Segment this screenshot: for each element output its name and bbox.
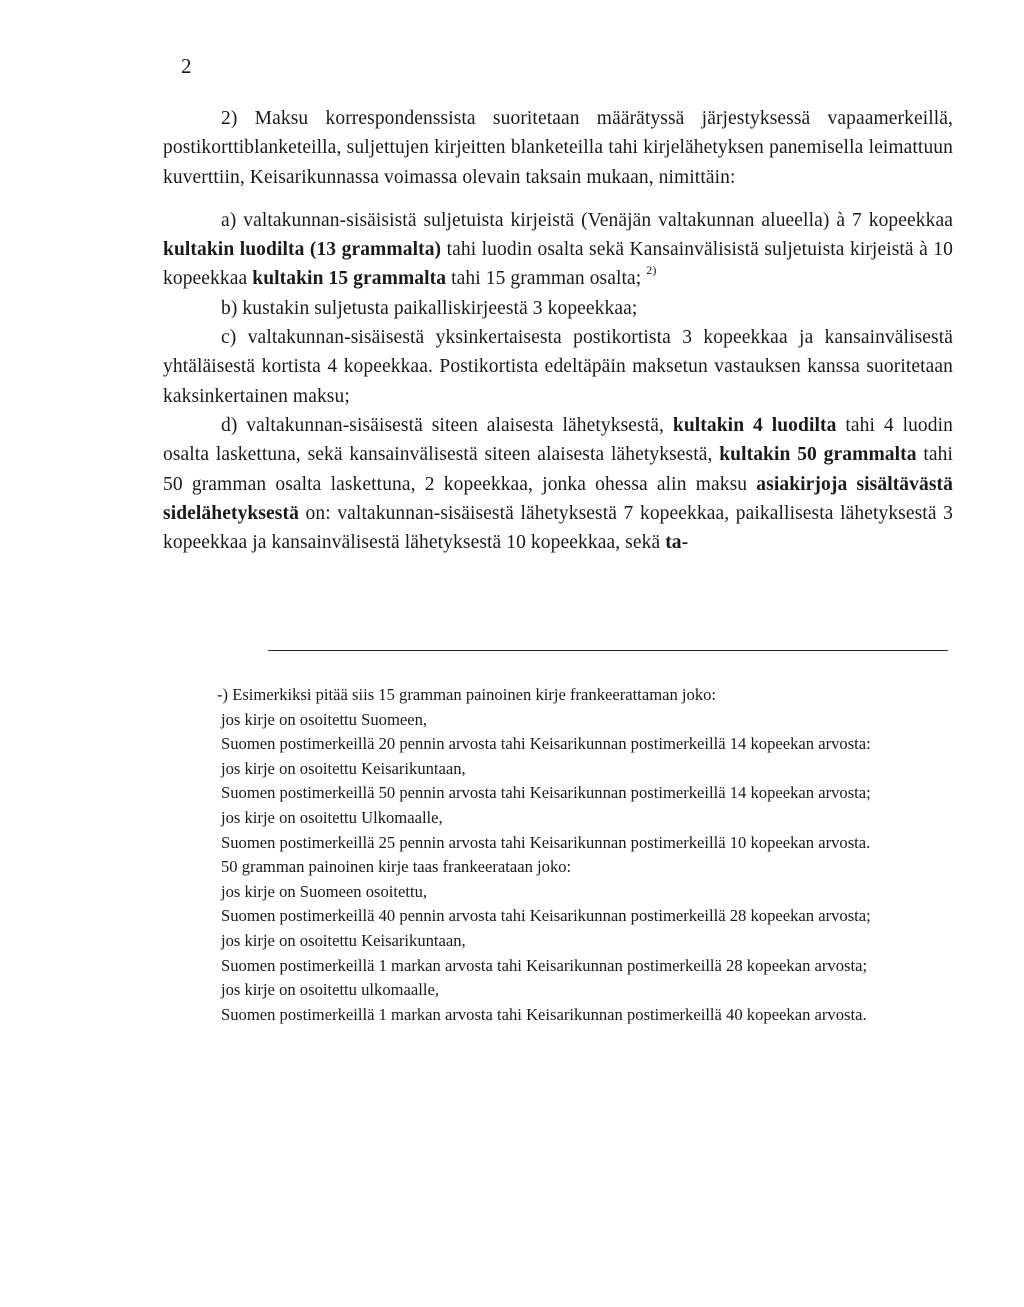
paragraph-a [163,206,953,294]
footnote-line: Suomen postimerkeillä 1 markan arvosta tahi Keisarikunnan postimerkeillä 40 kopeekan arvosta. [221,1004,867,1024]
bold-run: asiakirjoja sisältävästä sidelähetyksestä [163,473,953,524]
footnote-line: jos kirje on osoitettu Keisarikuntaan, [221,930,466,950]
footnote-line: Suomen postimerkeillä 50 pennin arvosta tahi Keisarikunnan postimerkeillä 14 kopeekan arvosta; [221,783,871,803]
footnote-line: jos kirje on Suomeen osoitettu, [221,881,428,901]
text-run: tahi 50 gramman osalta laskettuna, 2 kopeekkaa, jonka ohessa alin maksu [163,444,953,495]
footnote-line: jos kirje on osoitettu Suomeen, [221,709,428,729]
text-run: a) valtakunnan-sisäisistä suljetuista kirjeistä (Venäjän valtakunnan alueella) à 7 kopeekkaa [221,209,953,231]
bold-run: kultakin 50 grammalta [719,444,917,466]
text-run: on: valtakunnan-sisäisestä lähetyksestä 7 kopeekkaa, paikallisesta lähetyksestä 3 kopeekkaa ja kansainvälisestä lähetyksestä 10 kopeekkaa, sekä [163,502,953,554]
bold-run: kultakin luodilta (13 grammalta) [163,239,442,261]
footnotes [163,683,953,1027]
paragraph-d [163,411,953,557]
footnote-line: jos kirje on osoitettu ulkomaalle, [221,980,439,1000]
footnote-marker: 2) [646,263,657,278]
text-run: d) valtakunnan-sisäisestä siteen alaisesta lähetyksestä, [221,414,673,436]
footnote-line: -) Esimerkiksi pitää siis 15 gramman painoinen kirje frankeerattaman joko: [217,685,717,704]
paragraph-intro: 2) Maksu korrespondenssista suoritetaan määrätyssä järjestyksessä vapaamerkeillä, postikorttiblanketeilla, suljettujen kirjeitten blanketeilla tahi kirjelähetyksen panemisella leimattuun kuverttiin, Keisarikunnassa voimassa olevain taksain mukaan, nimittäin: [163,108,953,188]
paragraph-c: c) valtakunnan-sisäisestä yksinkertaisesta postikortista 3 kopeekkaa ja kansainvälisestä yhtäläisestä kortista 4 kopeekkaa. Postikortista edeltäpäin maksetun vastauksen kanssa suoritetaan kaksinkertainen maksu; [163,327,953,407]
main-text [163,104,953,557]
text-run: tahi 15 gramman osalta; [446,268,647,290]
footnote-line: jos kirje on osoitettu Keisarikuntaan, [221,758,466,778]
text-run: tahi luodin osalta sekä Kansainvälisistä suljetuista kirjeistä à 10 kopeekkaa [163,239,953,290]
footnote-line: Suomen postimerkeillä 40 pennin arvosta tahi Keisarikunnan postimerkeillä 28 kopeekan arvosta; [221,906,871,926]
bold-run: kultakin 4 luodilta [672,414,837,436]
footnote-divider [268,650,948,651]
page-number: 2 [181,54,192,78]
footnote-line: jos kirje on osoitettu Ulkomaalle, [221,807,443,827]
footnote-line: Suomen postimerkeillä 25 pennin arvosta tahi Keisarikunnan postimerkeillä 10 kopeekan arvosta. [221,832,871,852]
footnote-line: Suomen postimerkeillä 20 pennin arvosta tahi Keisarikunnan postimerkeillä 14 kopeekan arvosta: [221,734,871,754]
bold-run: ta- [665,532,689,554]
text-run: tahi 4 luodin osalta laskettuna, sekä kansainvälisestä siteen alaisesta lähetyksestä, [163,414,954,466]
bold-run: kultakin 15 grammalta [252,268,447,290]
footnote-line: Suomen postimerkeillä 1 markan arvosta tahi Keisarikunnan postimerkeillä 28 kopeekan arvosta; [221,955,868,975]
paragraph-b: b) kustakin suljetusta paikalliskirjeestä 3 kopeekkaa; [221,297,638,319]
footnote-line: 50 gramman painoinen kirje taas frankeerataan joko: [221,857,572,877]
